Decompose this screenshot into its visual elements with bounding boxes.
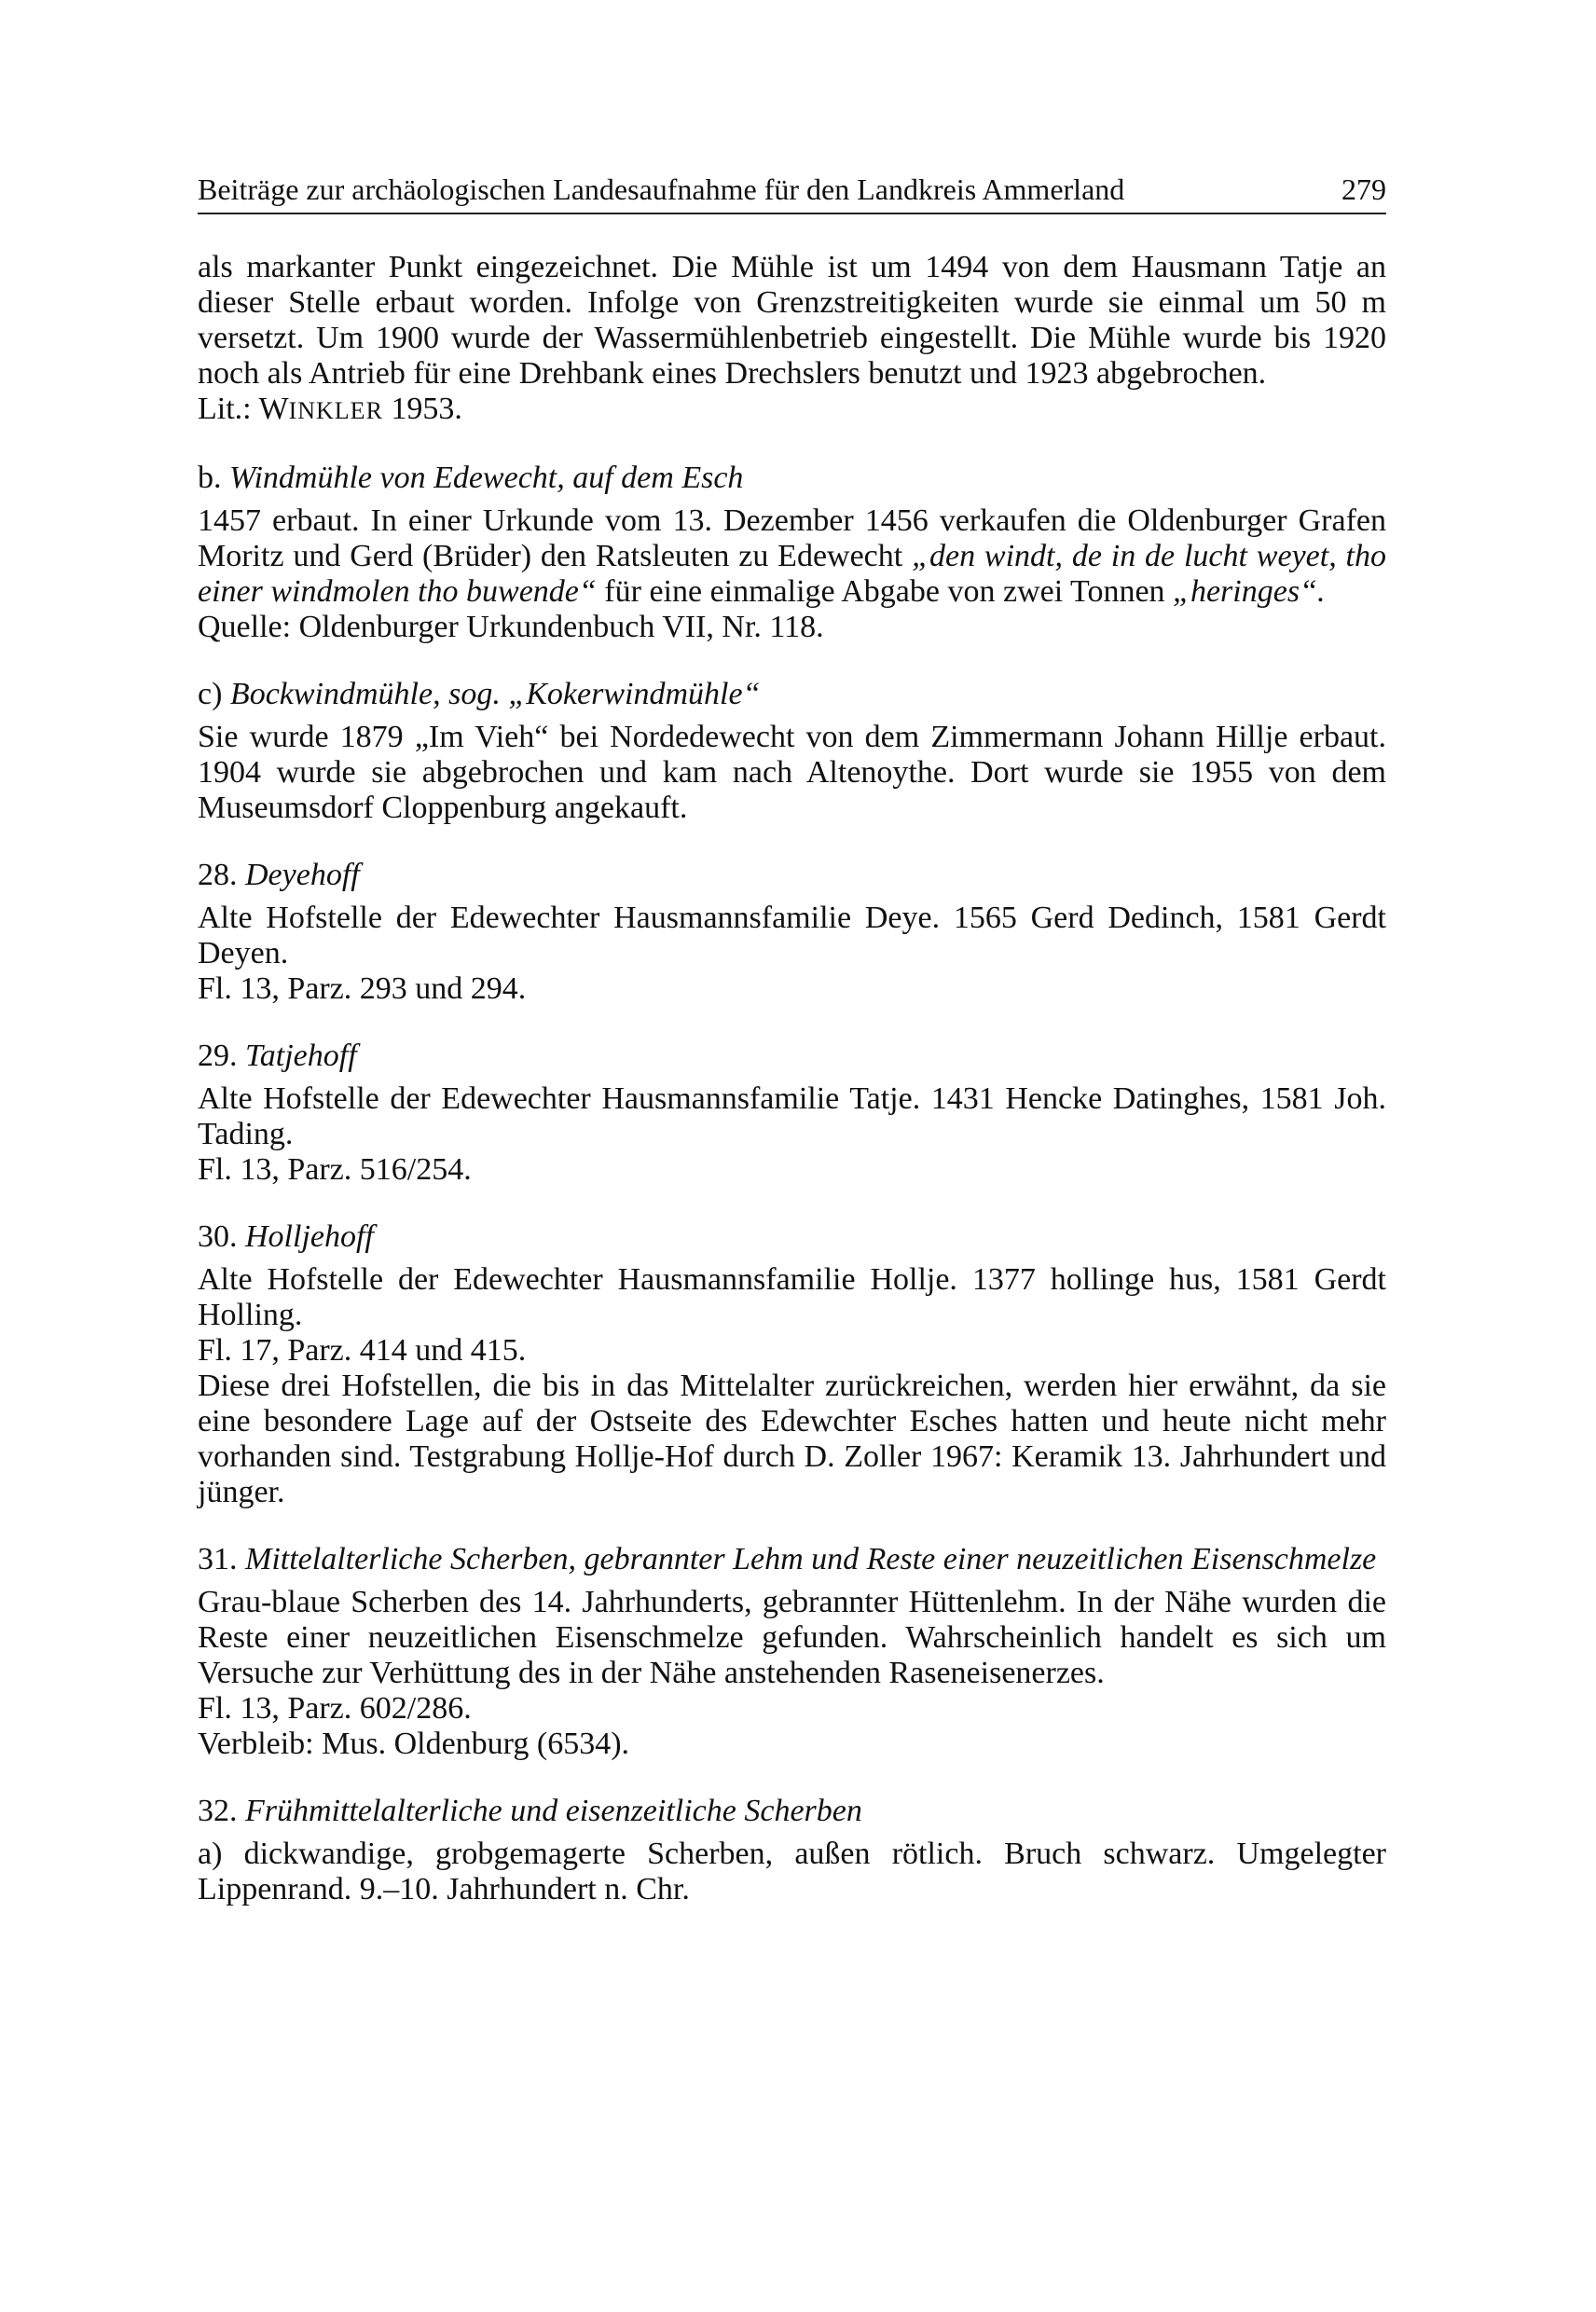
entry-30-line: Diese drei Hofstellen, die bis in das Mittelalter zurückreichen, werden hier erwähnt, da sie eine besondere Lage auf der Ostseite des Edewchter Esches hatten und heute nicht mehr vorhanden sind. Testgrabung Hollje-Hof durch D. Zoller 1967: Keramik 13. Jahrhundert und jünger.	[198, 1369, 1386, 1509]
entry-28-heading: 28. Deyehoff	[198, 858, 360, 892]
entry-32-heading: 32. Frühmittelalterliche und eisenzeitliche Scherben	[198, 1794, 862, 1828]
entry-30-heading: 30. Holljehoff	[198, 1219, 374, 1254]
main-text	[198, 250, 1386, 1907]
entry-32-line: a) dickwandige, grobgemagerte Scherben, außen rötlich. Bruch schwarz. Umgelegter Lippenrand. 9.–10. Jahrhundert n. Chr.	[198, 1837, 1386, 1906]
entry-31-heading: 31. Mittelalterliche Scherben, gebrannter Lehm und Reste einer neuzeitlichen Eisenschmelze	[198, 1542, 1377, 1576]
entry-30-line: Alte Hofstelle der Edewechter Hausmannsfamilie Hollje. 1377 hollinge hus, 1581 Gerdt Holling.	[198, 1262, 1386, 1332]
intro-paragraph: als markanter Punkt eingezeichnet. Die Mühle ist um 1494 von dem Hausmann Tatje an dieser Stelle erbaut worden. Infolge von Grenzstreitigkeiten wurde sie einmal um 50 m versetzt. Um 1900 wurde der Wassermühlenbetrieb eingestellt. Die Mühle wurde bis 1920 noch als Antrieb für eine Drehbank eines Drechslers benutzt und 1923 abgebrochen.	[198, 250, 1386, 391]
section-b-source: Quelle: Oldenburger Urkundenbuch VII, Nr. 118.	[198, 610, 824, 644]
entry-28-line: Alte Hofstelle der Edewechter Hausmannsfamilie Deye. 1565 Gerd Dedinch, 1581 Gerdt Deyen.	[198, 901, 1386, 970]
entry-29-heading: 29. Tatjehoff	[198, 1039, 357, 1073]
entry-31-line: Fl. 13, Parz. 602/286.	[198, 1691, 472, 1726]
header-title: Beiträge zur archäologischen Landesaufnahme für den Landkreis Ammerland	[198, 172, 1125, 206]
page-number: 279	[1341, 172, 1386, 206]
entry-30-line: Fl. 17, Parz. 414 und 415.	[198, 1333, 527, 1368]
section-c-text: Sie wurde 1879 „Im Vieh“ bei Nordedewecht von dem Zimmermann Johann Hillje erbaut. 1904 wurde sie abgebrochen und kam nach Altenoythe. Dort wurde sie 1955 von dem Museumsdorf Cloppenburg angekauft.	[198, 720, 1386, 825]
section-b-text: 1457 erbaut. In einer Urkunde vom 13. Dezember 1456 verkaufen die Oldenburger Grafen Moritz und Gerd (Brüder) den Ratsleuten zu Edewecht „den windt, de in de lucht weyet, tho einer windmolen tho buwende“ für eine einmalige Abgabe von zwei Tonnen „heringes“.	[198, 503, 1386, 609]
section-c-heading: c) Bockwindmühle, sog. „Kokerwindmühle“	[198, 677, 761, 711]
section-b-heading: b. Windmühle von Edewecht, auf dem Esch	[198, 461, 744, 495]
literature-reference: Lit.: WINKLER 1953.	[198, 392, 462, 426]
entry-31-line: Grau-blaue Scherben des 14. Jahrhunderts, gebrannter Hüttenlehm. In der Nähe wurden die Reste einer neuzeitlichen Eisenschmelze gefunden. Wahrscheinlich handelt es sich um Versuche zur Verhüttung des in der Nähe anstehenden Raseneisenerzes.	[198, 1585, 1386, 1690]
entry-29-line: Fl. 13, Parz. 516/254.	[198, 1152, 472, 1187]
entry-29-line: Alte Hofstelle der Edewechter Hausmannsfamilie Tatje. 1431 Hencke Datinghes, 1581 Joh. Tading.	[198, 1081, 1386, 1151]
entry-28-line: Fl. 13, Parz. 293 und 294.	[198, 971, 527, 1006]
entry-31-line: Verbleib: Mus. Oldenburg (6534).	[198, 1727, 630, 1761]
running-header	[198, 166, 1386, 214]
